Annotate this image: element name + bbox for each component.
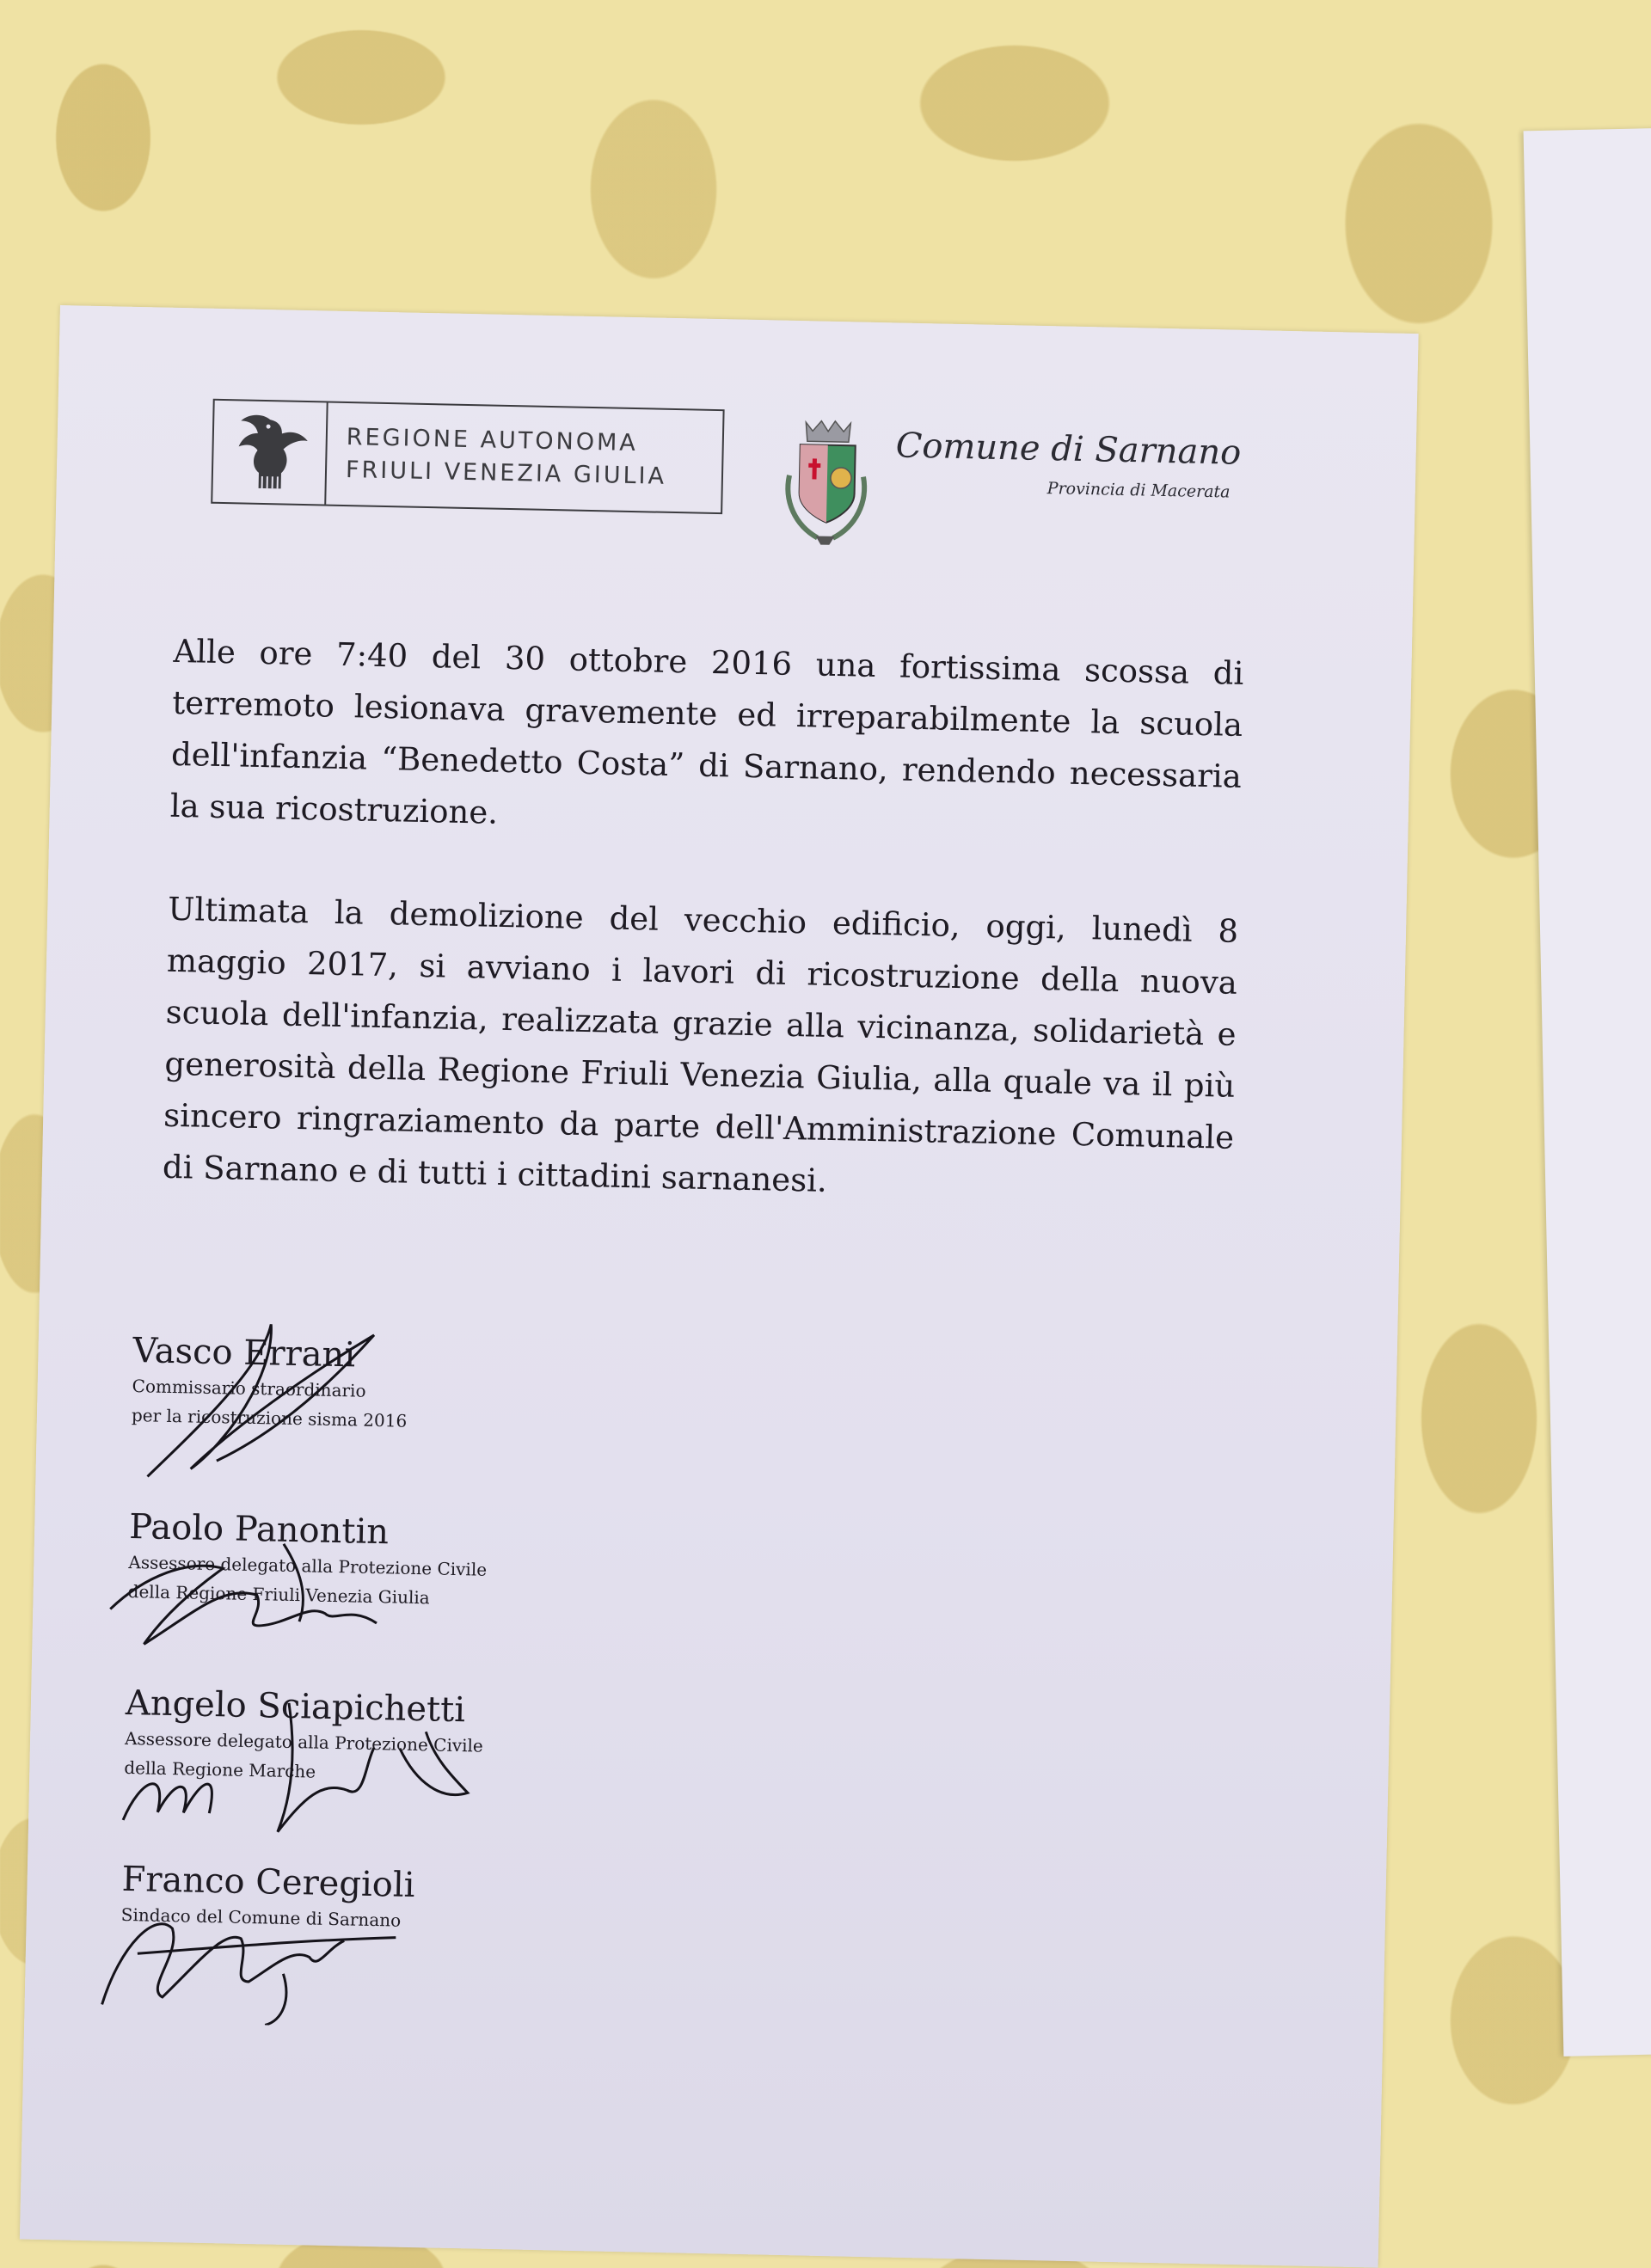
region-name	[327, 421, 668, 493]
signatory-panontin	[127, 1506, 731, 1619]
signatories-block	[120, 1330, 735, 1931]
signatory-name: Angelo Sciapichetti	[125, 1683, 466, 1731]
signatory-name: Franco Ceregioli	[121, 1859, 415, 1906]
document-sheet	[20, 305, 1419, 2268]
signatory-name: Paolo Panontin	[128, 1506, 390, 1553]
signatory-role-line1: Assessore delegato alla Protezione Civile	[124, 1727, 484, 1756]
signatory-role-line1: Assessore delegato alla Protezione Civile	[128, 1551, 488, 1580]
eagle-icon	[227, 407, 311, 498]
signatory-role-line1: Sindaco del Comune di Sarnano	[120, 1903, 402, 1931]
signatory-sciapichetti	[124, 1683, 727, 1795]
signatory-role-line2: della Regione Friuli Venezia Giulia	[127, 1580, 431, 1609]
signatory-role-line1: Commissario straordinario	[132, 1376, 366, 1401]
eagle-emblem	[212, 401, 328, 505]
signatory-role-line2: per la ricostruzione sisma 2016	[131, 1405, 408, 1431]
letter-body	[161, 626, 1244, 1267]
comune-name: Comune di Sarnano	[895, 426, 1242, 473]
signatory-name: Vasco Errani	[132, 1331, 356, 1376]
region-logo	[211, 399, 724, 514]
signatory-role-line2: della Regione Marche	[124, 1756, 316, 1782]
paragraph-reconstruction: Ultimata la demolizione del vecchio edificio, oggi, lunedì 8 maggio 2017, si avviano i lavori di ricostruzione della nuova scuola dell'infanzia, realizzata grazie alla vicinanza, solidarietà e generosità della Regione Friuli Venezia Giulia, alla quale va il più sincero ringraziamento da parte dell'Amministrazione Comunale di Sarnano e di tutti i cittadini sarnanesi.	[162, 890, 1239, 1199]
coat-of-arms-icon	[777, 415, 875, 555]
second-paper-sheet	[1524, 127, 1651, 2057]
paragraph-earthquake: Alle ore 7:40 del 30 ottobre 2016 una fortissima scossa di terremoto lesionava gravemente ed irreparabilmente la scuola dell'infanzia “Benedetto Costa” di Sarnano, rendendo necessaria la sua ricostruzione.	[169, 632, 1244, 831]
region-line1: REGIONE AUTONOMA	[346, 424, 639, 457]
signatory-ceregioli	[120, 1859, 724, 1942]
region-line2: FRIULI VENEZIA GIULIA	[345, 456, 667, 490]
provincia-label: Provincia di Macerata	[1046, 479, 1231, 502]
signatory-errani	[132, 1330, 735, 1443]
